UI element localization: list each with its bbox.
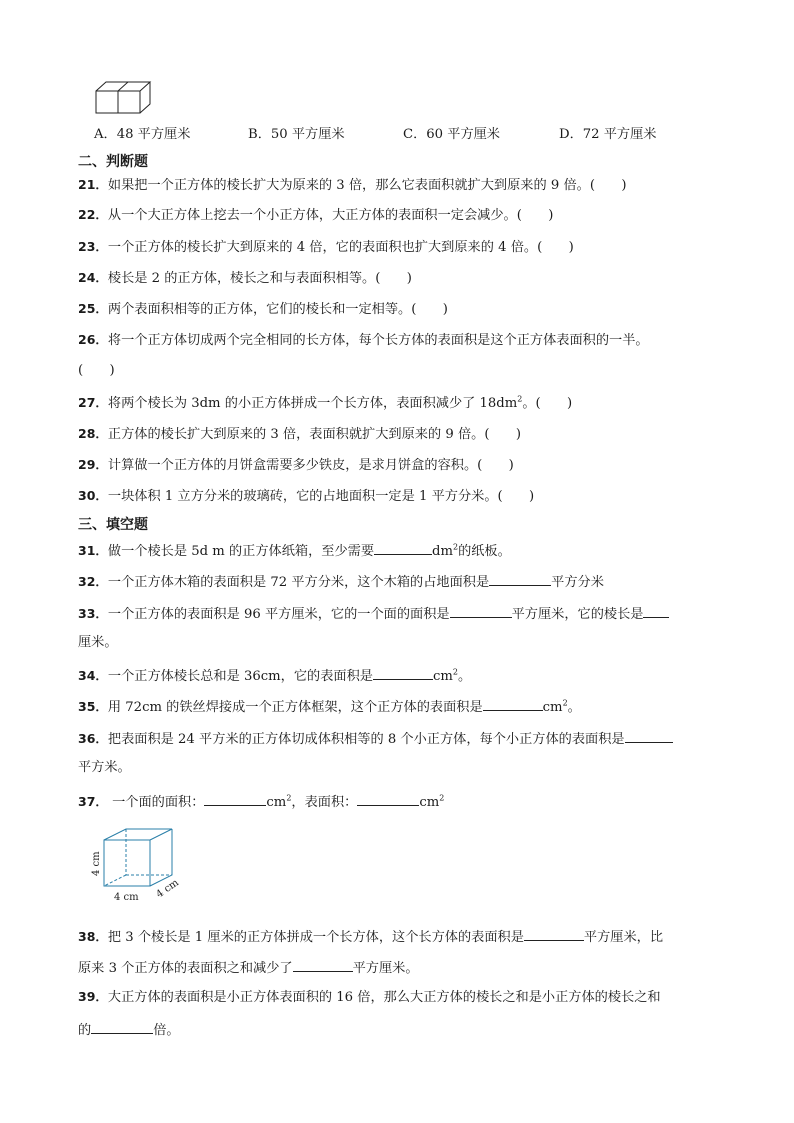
option-d: D．72 平方厘米 — [559, 127, 657, 142]
question-25: 25．两个表面积相等的正方体，它们的棱长和一定相等。( ) — [78, 301, 448, 317]
question-24: 24．棱长是 2 的正方体，棱长之和与表面积相等。( ) — [78, 270, 412, 286]
question-33: 33．一个正方体的表面积是 96 平方厘米，它的一个面的面积是 平方厘米，它的棱长是 — [78, 603, 669, 624]
question-28: 28．正方体的棱长扩大到原来的 3 倍，表面积就扩大到原来的 9 倍。( ) — [78, 426, 521, 442]
two-cubes-figure — [94, 80, 154, 116]
question-21: 21．如果把一个正方体的棱长扩大为原来的 3 倍，那么它表面积就扩大到原来的 9 倍。( ) — [78, 177, 627, 193]
question-26-answer: ( ) — [78, 363, 115, 378]
option-b: B．50 平方厘米 — [248, 127, 345, 142]
answer-blank[interactable] — [483, 696, 543, 711]
option-a: A．48 平方厘米 — [94, 127, 191, 142]
cube-label-width: 4 cm — [114, 892, 139, 903]
option-c: C．60 平方厘米 — [403, 127, 500, 142]
question-37: 37． 一个面的面积： $cm^2$，表面积： $cm^2$ — [78, 791, 444, 812]
question-36: 36．把表面积是 24 平方米的正方体切成体积相等的 8 个小正方体，每个小正方体的表面积是 — [78, 728, 673, 749]
question-26: 26．将一个正方体切成两个完全相同的长方体，每个长方体的表面积是这个正方体表面积的一半。 — [78, 332, 649, 348]
answer-blank[interactable] — [643, 603, 669, 618]
question-27: 27．将两个棱长为 3dm 的小正方体拼成一个长方体，表面积减少了 $18dm^2$。( ) — [78, 394, 573, 411]
answer-blank[interactable] — [625, 728, 673, 743]
answer-blank[interactable] — [524, 926, 584, 941]
question-33-cont: 厘米。 — [78, 635, 118, 650]
question-32: 32．一个正方体木箱的表面积是 72 平方分米，这个木箱的占地面积是 平方分米 — [78, 571, 604, 592]
answer-blank[interactable] — [91, 1019, 153, 1034]
question-39-cont: 的 倍。 — [78, 1019, 180, 1040]
cube-label-height: 4 cm — [91, 851, 102, 876]
section-title-fill: 三、填空题 — [78, 517, 148, 533]
answer-blank[interactable] — [357, 791, 419, 806]
cube-figure — [88, 826, 188, 906]
question-22: 22．从一个大正方体上挖去一个小正方体，大正方体的表面积一定会减少。( ) — [78, 207, 554, 223]
question-39: 39．大正方体的表面积是小正方体表面积的 16 倍，那么大正方体的棱长之和是小正方体的棱长之和 — [78, 989, 661, 1005]
question-38-cont: 原来 3 个正方体的表面积之和减少了 平方厘米。 — [78, 957, 419, 978]
answer-blank[interactable] — [450, 603, 512, 618]
cube-label-depth: 4 cm — [154, 877, 181, 901]
question-23: 23．一个正方体的棱长扩大到原来的 4 倍，它的表面积也扩大到原来的 4 倍。( ) — [78, 239, 574, 255]
answer-blank[interactable] — [204, 791, 266, 806]
question-35: 35．用 72cm 的铁丝焊接成一个正方体框架，这个正方体的表面积是 $cm^2$。 — [78, 696, 581, 717]
question-30: 30．一块体积 1 立方分米的玻璃砖，它的占地面积一定是 1 平方分米。( ) — [78, 488, 535, 504]
question-29: 29．计算做一个正方体的月饼盒需要多少铁皮，是求月饼盒的容积。( ) — [78, 457, 514, 473]
answer-blank[interactable] — [293, 957, 353, 972]
section-title-judge: 二、判断题 — [78, 154, 148, 170]
answer-blank[interactable] — [374, 540, 432, 555]
answer-blank[interactable] — [373, 665, 433, 680]
question-38: 38．把 3 个棱长是 1 厘米的正方体拼成一个长方体，这个长方体的表面积是 平方厘米，比 — [78, 926, 663, 947]
answer-blank[interactable] — [489, 571, 551, 586]
question-31: 31．做一个棱长是 5d m 的正方体纸箱，至少需要 $dm^2$的纸板。 — [78, 540, 511, 561]
question-36-cont: 平方米。 — [78, 760, 131, 775]
question-34: 34．一个正方体棱长总和是 36cm，它的表面积是 $cm^2$。 — [78, 665, 471, 686]
